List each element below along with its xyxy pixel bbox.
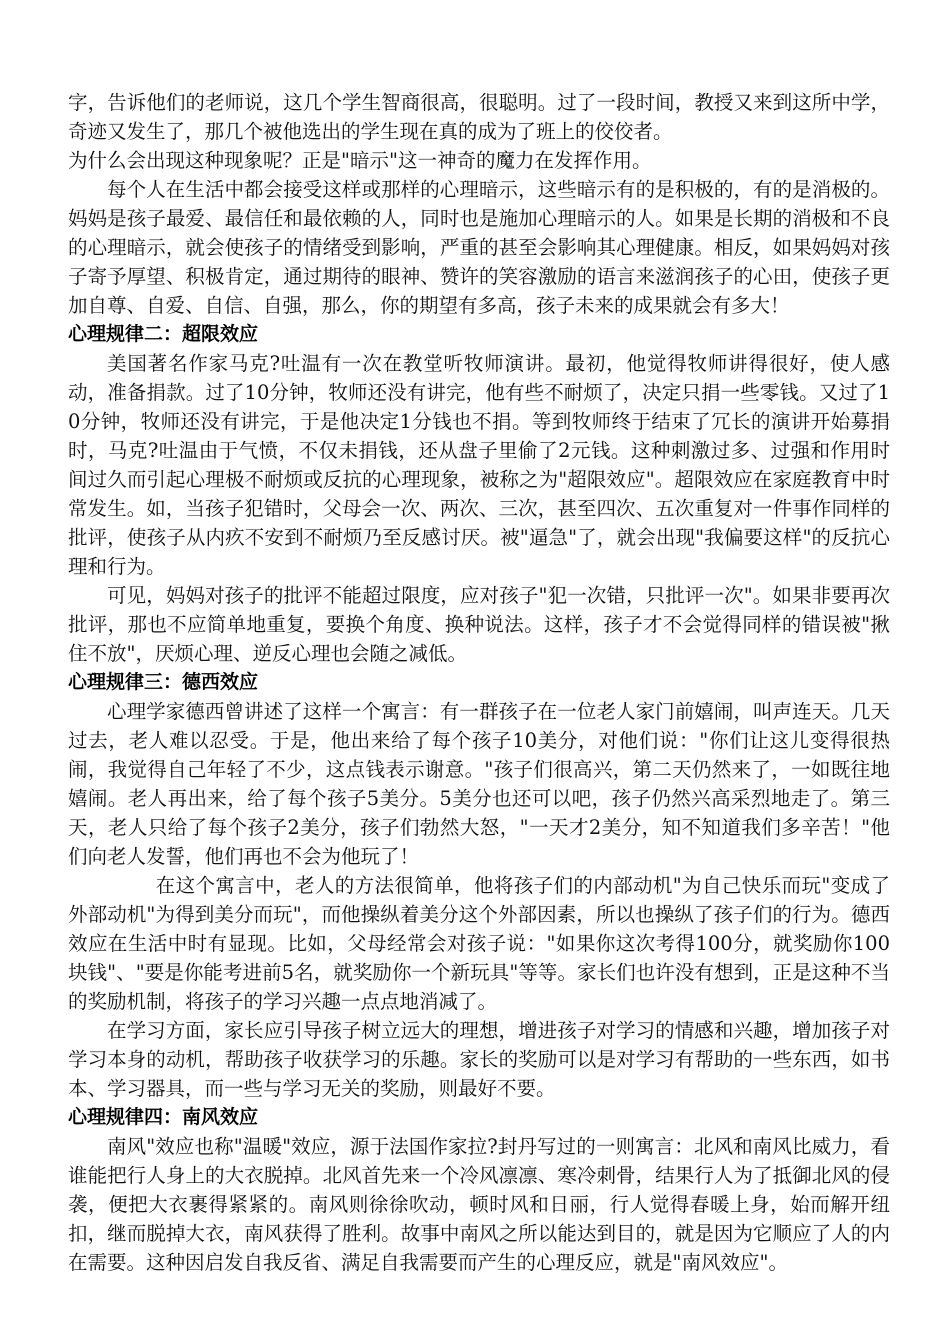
paragraph-criticism-limit: 可见，妈妈对孩子的批评不能超过限度，应对孩子"犯一次错，只批评一次"。如果非要再次批评，那也不应简单地重复，要换个角度、换种说法。这样，孩子才不会觉得同样的错误被"揪住不放"，厌烦心理、逆反心理也会随之减低。	[68, 584, 890, 665]
paragraph-question: 为什么会出现这种现象呢？正是"暗示"这一神奇的魔力在发挥作用。	[68, 149, 652, 172]
document-page	[68, 88, 890, 1277]
paragraph-deci-analysis: 在这个寓言中，老人的方法很简单，他将孩子们的内部动机"为自己快乐而玩"变成了外部动机"为得到美分而玩"，而他操纵着美分这个外部因素，所以也操纵了孩子们的行为。德西效应在生活中时有显现。比如，父母经常会对孩子说："如果你这次考得100分，就奖励你100块钱"、"要是你能考进前5名，就奖励你一个新玩具"等等。家长们也许没有想到，正是这种不当的奖励机制，将孩子的学习兴趣一点点地消减了。	[68, 874, 890, 1013]
paragraph-learning-reward: 在学习方面，家长应引导孩子树立远大的理想，增进孩子对学习的情感和兴趣，增加孩子对学习本身的动机，帮助孩子收获学习的乐趣。家长的奖励可以是对学习有帮助的一些东西，如书本、学习器具，而一些与学习无关的奖励，则最好不要。	[68, 1019, 890, 1100]
paragraph-suggestion: 每个人在生活中都会接受这样或那样的心理暗示，这些暗示有的是积极的，有的是消极的。妈妈是孩子最爱、最信任和最依赖的人，同时也是施加心理暗示的人。如果是长期的消极和不良的心理暗示，就会使孩子的情绪受到影响，严重的甚至会影响其心理健康。相反，如果妈妈对孩子寄予厚望、积极肯定，通过期待的眼神、赞许的笑容激励的语言来滋润孩子的心田，使孩子更加自尊、自爱、自信、自强，那么，你的期望有多高，孩子未来的成果就会有多大！	[68, 178, 890, 317]
section-heading-overlimit-effect: 心理规律二：超限效应	[68, 323, 259, 345]
section-heading-deci-effect: 心理规律三：德西效应	[68, 671, 259, 693]
paragraph-intro-continued: 字，告诉他们的老师说，这几个学生智商很高，很聪明。过了一段时间，教授又来到这所中学，奇迹又发生了，那几个被他选出的学生现在真的成为了班上的佼佼者。	[68, 91, 890, 143]
section-heading-south-wind-effect: 心理规律四：南风效应	[68, 1106, 259, 1128]
paragraph-mark-twain: 美国著名作家马克?吐温有一次在教堂听牧师演讲。最初，他觉得牧师讲得很好，使人感动，准备捐款。过了10分钟，牧师还没有讲完，他有些不耐烦了，决定只捐一些零钱。又过了10分钟，牧师还没有讲完，于是他决定1分钱也不捐。等到牧师终于结束了冗长的演讲开始募捐时，马克?吐温由于气愤，不仅未捐钱，还从盘子里偷了2元钱。这种刺激过多、过强和作用时间过久而引起心理极不耐烦或反抗的心理现象，被称之为"超限效应"。超限效应在家庭教育中时常发生。如，当孩子犯错时，父母会一次、两次、三次，甚至四次、五次重复对一件事作同样的批评，使孩子从内疚不安到不耐烦乃至反感讨厌。被"逼急"了，就会出现"我偏要这样"的反抗心理和行为。	[68, 352, 890, 578]
paragraph-deci-fable: 心理学家德西曾讲述了这样一个寓言：有一群孩子在一位老人家门前嬉闹，叫声连天。几天过去，老人难以忍受。于是，他出来给了每个孩子10美分，对他们说："你们让这儿变得很热闹，我觉得自己年轻了不少，这点钱表示谢意。"孩子们很高兴，第二天仍然来了，一如既往地嬉闹。老人再出来，给了每个孩子5美分。5美分也还可以吧，孩子仍然兴高采烈地走了。第三天，老人只给了每个孩子2美分，孩子们勃然大怒，"一天才2美分，知不知道我们多辛苦！"他们向老人发誓，他们再也不会为他玩了！	[68, 700, 890, 868]
paragraph-south-wind-fable: 南风"效应也称"温暖"效应，源于法国作家拉?封丹写过的一则寓言：北风和南风比威力，看谁能把行人身上的大衣脱掉。北风首先来一个冷风凛凛、寒冷刺骨，结果行人为了抵御北风的侵袭，便把大衣裹得紧紧的。南风则徐徐吹动，顿时风和日丽，行人觉得春暖上身，始而解开纽扣，继而脱掉大衣，南风获得了胜利。故事中南风之所以能达到目的，就是因为它顺应了人的内在需要。这种因启发自我反省、满足自我需要而产生的心理反应，就是"南风效应"。	[68, 1135, 890, 1274]
